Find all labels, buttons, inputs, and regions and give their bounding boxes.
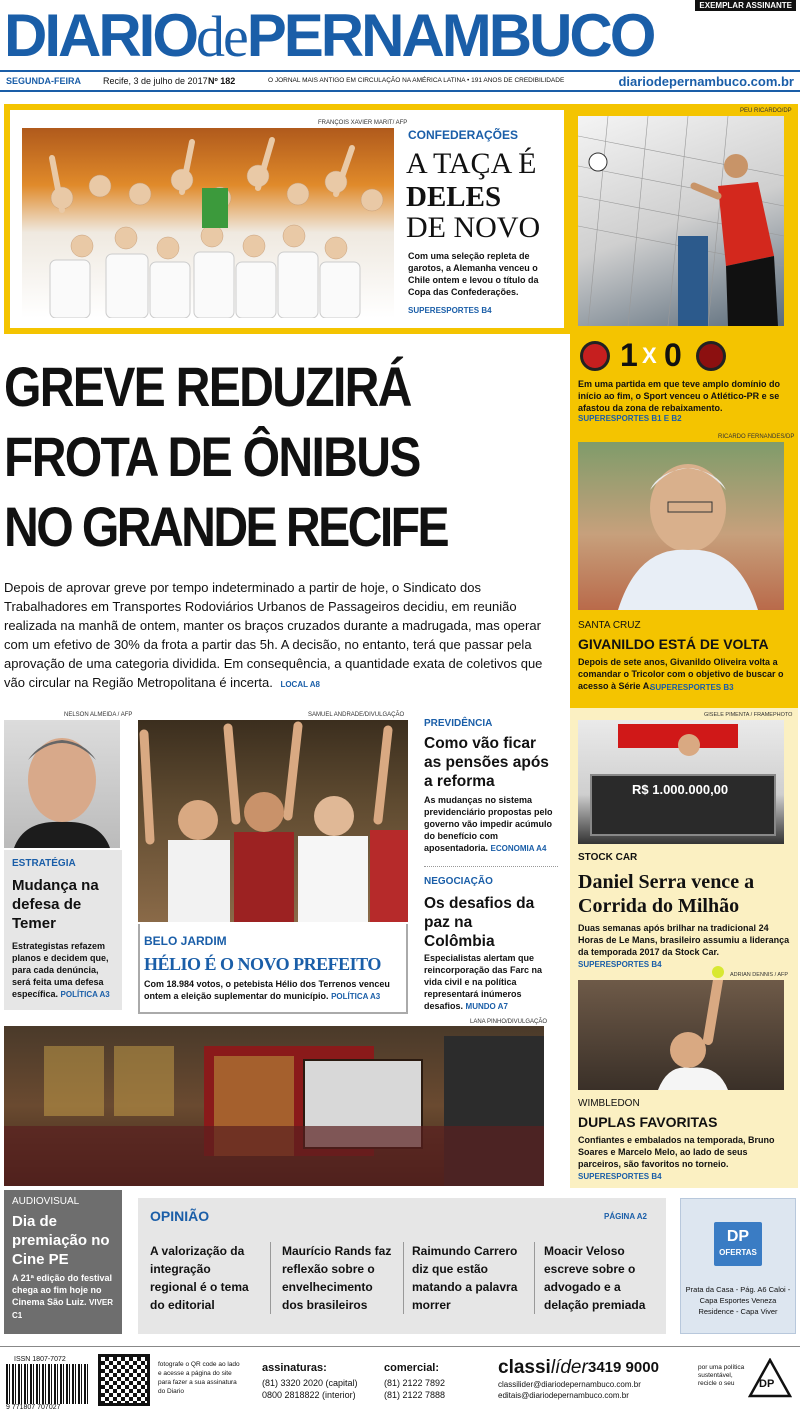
classilider-a: classi: [498, 1357, 551, 1378]
site-link[interactable]: diariodepernambuco.com.br: [618, 74, 794, 89]
prize-check-value: R$ 1.000.000,00: [632, 782, 729, 797]
masthead-title: [4, 0, 653, 74]
confed-headline-2: DELES: [406, 181, 502, 213]
driver-head: [678, 734, 700, 756]
belojardim-kicker: BELO JARDIM: [144, 934, 227, 948]
classilider-b: líder: [550, 1357, 588, 1378]
belojardim-photo: [138, 720, 408, 922]
temer-kicker: ESTRATÉGIA: [12, 858, 76, 869]
wimbledon-body: [578, 1134, 788, 1183]
sport-ref[interactable]: SUPERESPORTES B1 E B2: [578, 414, 682, 423]
issn: ISSN 1807-7072: [14, 1356, 66, 1363]
ofertas-text: Prata da Casa - Pág. A6 Caloi - Capa Esportes Veneza Residence - Capa Viver: [685, 1285, 791, 1316]
wimbledon-headline: DUPLAS FAVORITAS: [578, 1114, 718, 1130]
belojardim-body: [144, 978, 406, 1003]
edition-number: Nº 182: [208, 76, 236, 86]
sport-crest-home-icon: [580, 341, 610, 371]
score-home: 1: [620, 337, 638, 373]
cinema-body: [12, 1272, 120, 1322]
sport-body: Em uma partida em que teve amplo domínio do início ao fim, o Sport venceu o Atlético-PR e se afastou da zona de rebaixamento.: [578, 379, 781, 413]
slogan: O JORNAL MAIS ANTIGO EM CIRCULAÇÃO NA AMÉRICA LATINA • 191 ANOS DE CREDIBILIDADE: [268, 77, 565, 84]
santacruz-photo: [578, 442, 784, 610]
main-headline-line3: NO GRANDE RECIFE: [4, 495, 448, 558]
ofertas-label: OFERTAS: [719, 1248, 757, 1257]
previdencia-headline: Como vão ficar as pensões após a reforma: [424, 735, 549, 790]
main-headline-line1: GREVE REDUZIRÁ: [4, 355, 411, 418]
editais-email[interactable]: editais@diariodepernambuco.com.br: [498, 1391, 629, 1400]
colombia-ref[interactable]: MUNDO A7: [465, 1002, 508, 1011]
wimbledon-photo: [578, 980, 784, 1090]
confed-body: Com uma seleção repleta de garotos, a Alemanha venceu o Chile ontem e levou o título da Copa das Confederações.: [408, 251, 539, 297]
assinaturas-phone-1: (81) 3320 2020 (capital): [262, 1378, 358, 1388]
opiniao-divider-1: [270, 1242, 271, 1314]
sport-photo: [578, 116, 784, 326]
masthead: [0, 0, 800, 96]
tennis-player-icon: [578, 980, 784, 1090]
santacruz-credit: RICARDO FERNANDES/DP: [718, 434, 795, 440]
opiniao-item-2: Maurício Rands faz reflexão sobre o envelhecimento dos brasileiros: [282, 1244, 392, 1312]
temer-ref[interactable]: POLÍTICA A3: [60, 990, 110, 999]
classilider-phone: 3419 9000: [588, 1359, 659, 1376]
barcode: [6, 1364, 88, 1404]
celebration-crowd-icon: [138, 720, 408, 922]
masthead-bar: [0, 70, 800, 92]
recycle-icon: [748, 1358, 792, 1398]
confed-headline-3: DE NOVO: [406, 211, 541, 244]
news-divider: [424, 866, 558, 867]
prize-check: [590, 774, 776, 836]
cinema-hall-icon: [4, 1026, 544, 1186]
confed-kicker: CONFEDERAÇÕES: [408, 128, 519, 142]
colombia-headline: Os desafios da paz na Colômbia: [424, 895, 535, 950]
santacruz-ref[interactable]: SUPERESPORTES B3: [650, 683, 734, 692]
goal-net-icon: [578, 116, 784, 326]
wimbledon-body-text: Confiantes e embalados na temporada, Bruno Soares e Marcelo Melo, ao lado de seus parceiros, são favoritos no torneio.: [578, 1135, 775, 1169]
opiniao-title: OPINIÃO: [150, 1208, 210, 1224]
qr-code-icon[interactable]: [98, 1354, 150, 1406]
cinema-body-text: A 21ª edição do festival chega ao fim hoje no Cinema São Luiz.: [12, 1273, 113, 1307]
recycle-logo: DP: [759, 1378, 775, 1390]
colombia-body-text: Especialistas alertam que reincorporação das Farc na vida civil e na política representará inúmeros desafios.: [424, 953, 543, 1011]
colombia-kicker: NEGOCIAÇÃO: [424, 876, 493, 887]
main-ref[interactable]: LOCAL A8: [280, 680, 320, 689]
classilider-email[interactable]: classilider@diariodepernambuco.com.br: [498, 1380, 641, 1389]
cinema-ref[interactable]: VIVER C1: [12, 1298, 114, 1320]
stockcar-body: [578, 922, 790, 971]
ofertas-logo: DP: [726, 1228, 750, 1245]
stockcar-credit: GISELE PIMENTA / FRAMEPHOTO: [704, 712, 793, 718]
weekday: SEGUNDA-FEIRA: [6, 76, 82, 86]
belojardim-headline: HÉLIO É O NOVO PREFEITO: [144, 954, 381, 974]
coach-portrait-icon: [578, 442, 784, 610]
previdencia-body-text: As mudanças no sistema previdenciário propostas pelo governo vão impedir acúmulo do benefício com aposentadoria.: [424, 795, 553, 853]
opiniao-page[interactable]: PÁGINA A2: [604, 1212, 647, 1221]
classilider-logo: [498, 1357, 588, 1379]
recycle-text: por uma política sustentável, recicle o seu: [698, 1364, 745, 1387]
wimbledon-ref[interactable]: SUPERESPORTES B4: [578, 1172, 662, 1181]
comercial-phone-2: (81) 2122 7888: [384, 1390, 446, 1400]
politician-portrait-icon: [4, 720, 120, 848]
main-body: [4, 578, 560, 694]
stockcar-photo: [578, 720, 784, 844]
previdencia-kicker: PREVIDÊNCIA: [424, 718, 493, 729]
opiniao-item-1: A valorização da integração regional é o tema do editorial: [150, 1244, 249, 1312]
comercial-title: comercial:: [384, 1362, 440, 1374]
stockcar-kicker: STOCK CAR: [578, 852, 638, 863]
stockcar-headline: Daniel Serra vence a Corrida do Milhão: [578, 871, 755, 917]
cinema-credit: LANA PINHO/DIVULGAÇÃO: [470, 1019, 548, 1025]
subscriber-badge: EXEMPLAR ASSINANTE: [695, 0, 796, 11]
previdencia-body: [424, 794, 558, 855]
opiniao-divider-2: [403, 1242, 404, 1314]
assinaturas-phone-2: 0800 2818822 (interior): [262, 1390, 356, 1400]
main-headline-line2: FROTA DE ÔNIBUS: [4, 425, 420, 488]
shopping-bag-icon: [714, 1222, 762, 1266]
colombia-body: [424, 952, 558, 1013]
sport-credit: PEU RICARDO/DP: [740, 108, 792, 114]
masthead-title-part1: DIARIO: [4, 2, 196, 69]
opiniao-divider-3: [534, 1242, 535, 1314]
belojardim-ref[interactable]: POLÍTICA A3: [331, 992, 381, 1001]
cinema-photo: [4, 1026, 544, 1186]
date: Recife, 3 de julho de 2017: [103, 76, 208, 86]
tennis-ball-icon: [712, 966, 724, 978]
sport-crest-away-icon: [696, 341, 726, 371]
comercial-phone-1: (81) 2122 7892: [384, 1378, 446, 1388]
cinema-headline: Dia de premiação no Cine PE: [12, 1213, 110, 1268]
confed-ref[interactable]: SUPERESPORTES B4: [408, 306, 492, 315]
stockcar-body-text: Duas semanas após brilhar na tradicional 24 Horas de Le Mans, brasileiro assumiu a liderança da temporada 2017 da Stock Car.: [578, 923, 790, 957]
score-away: 0: [664, 337, 682, 373]
barcode-number: 9 771807 707027: [6, 1404, 61, 1411]
cinema-kicker: AUDIOVISUAL: [12, 1196, 80, 1207]
main-headline: [4, 352, 564, 562]
main-body-text: Depois de aprovar greve por tempo indeterminado a partir de hoje, o Sindicato dos Trabalhadores em Transportes Rodoviários Urbanos de Passageiros decidiu, em reunião realizada na manhã de ontem, manter os braços cruzados durante a madrugada, mas operar com um efetivo de 30% da frota a partir das 5h. A decisão, no entanto, terá que passar pela aprovação de uma categoria dividida. Em consequência, a quantidade exata de coletivos que vão circular na Região Metropolitana é incerta.: [4, 580, 543, 690]
opiniao-item-4: Moacir Veloso escreve sobre o advogado e a delação premiada: [544, 1244, 646, 1312]
score-separator: X: [642, 343, 657, 368]
belojardim-credit: SAMUEL ANDRADE/DIVULGAÇÃO: [308, 712, 405, 718]
opiniao-item-3: Raimundo Carrero diz que estão matando a palavra morrer: [412, 1244, 518, 1312]
assinaturas-title: assinaturas:: [262, 1362, 327, 1374]
santacruz-kicker: SANTA CRUZ: [578, 620, 641, 631]
temer-body: [12, 940, 118, 1001]
masthead-title-part3: PERNAMBUCO: [246, 2, 654, 69]
masthead-title-part2: de: [196, 4, 247, 69]
confed-headline-1: A TAÇA É: [406, 147, 537, 180]
temer-credit: NELSON ALMEIDA / AFP: [64, 712, 133, 718]
confed-photo: [22, 128, 394, 318]
stockcar-ref[interactable]: SUPERESPORTES B4: [578, 960, 662, 969]
santacruz-headline: GIVANILDO ESTÁ DE VOLTA: [578, 636, 769, 652]
team-celebration-icon: [22, 128, 394, 318]
wimbledon-credit: ADRIAN DENNIS / AFP: [730, 972, 789, 978]
temer-photo: [4, 720, 120, 848]
santacruz-body: Depois de sete anos, Givanildo Oliveira volta a comandar o Tricolor com o objetivo de buscar o acesso à Série A.: [578, 657, 784, 691]
wimbledon-kicker: WIMBLEDON: [578, 1098, 640, 1109]
belojardim-body-text: Com 18.984 votos, o petebista Hélio dos Terrenos venceu ontem a eleição suplementar do município.: [144, 979, 390, 1001]
previdencia-ref[interactable]: ECONOMIA A4: [490, 844, 547, 853]
confed-credit: FRANÇOIS XAVIER MARIT/ AFP: [318, 120, 408, 126]
temer-headline: Mudança na defesa de Temer: [12, 877, 99, 932]
qr-text: fotografe o QR code ao lado e acesse a página do site para fazer a sua assinatura do Diario: [158, 1361, 240, 1395]
temer-body-text: Estrategistas refazem planos e decidem que, para cada denúncia, será feita uma defesa específica.: [12, 941, 109, 999]
